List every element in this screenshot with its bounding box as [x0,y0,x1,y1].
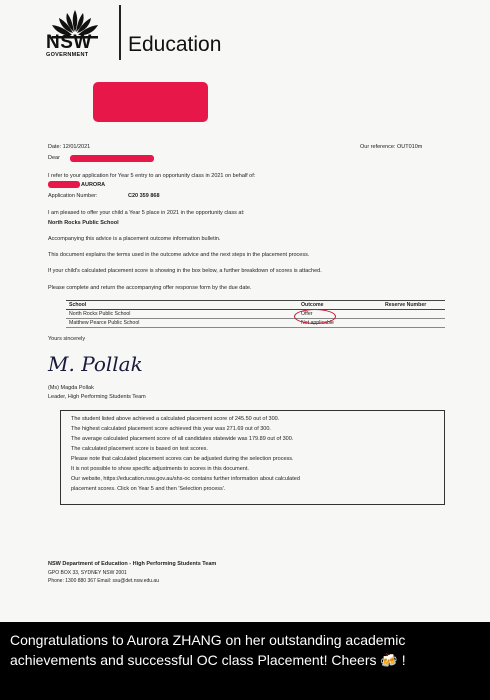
row-reserve [382,319,445,328]
signer-name: (Ms) Magda Pollak [48,385,94,391]
offered-school: North Rocks Public School [48,220,119,226]
redacted-surname [48,181,80,188]
row-reserve [382,310,445,319]
department-name: Education [128,33,222,56]
offer-text: I am pleased to offer your child a Year 5 place in 2021 in the opportunity class at: [48,210,245,216]
logo-government-text: GOVERNMENT [46,52,89,58]
post-caption: Congratulations to Aurora ZHANG on her outstanding academic achievements and successful OC class Placement! Cheers 🍻 ! [10,632,406,668]
logo-divider [119,5,121,60]
signer-title: Leader, High Performing Students Team [48,394,146,400]
application-number: C20 359 868 [128,193,160,199]
score-line: The highest calculated placement score achieved this year was 271.69 out of 300. [71,426,271,432]
row-outcome: Offer [298,310,382,319]
redacted-recipient [70,155,154,162]
row-school: North Rocks Public School [66,310,298,319]
closing: Yours sincerely [48,336,86,342]
row-school: Matthew Pearce Public School [66,319,298,328]
footer-contact: Phone: 1300 880 367 Email: ssu@det.nsw.edu.au [48,578,159,584]
score-line: It is not possible to show specific adjustments to scores in this document. [71,466,249,472]
footer-address: GPO BOX 33, SYDNEY NSW 2001 [48,570,127,576]
score-line: placement scores. Click on Year 5 and then 'Selection process'. [71,486,226,492]
score-line: The student listed above achieved a calculated placement score of 245.50 out of 300. [71,416,280,422]
header-school: School [66,301,298,310]
letter-reference: Our reference: OUT010m [360,144,423,150]
outcome-table [66,300,445,328]
logo-nsw-text: NSW [46,32,92,53]
student-name: AURORA [81,182,106,188]
header-reserve-number: Reserve Number [382,301,445,310]
letter-intro: I refer to your application for Year 5 entry to an opportunity class in 2021 on behalf of: [48,173,256,179]
paragraph-bulletin: Accompanying this advice is a placement outcome information bulletin. [48,236,221,242]
score-line: The calculated placement score is based on test scores. [71,446,208,452]
application-number-label: Application Number: [48,193,98,199]
offer-circle-mark [294,309,336,324]
signature: M. Pollak [48,352,143,376]
letter-salutation: Dear [48,155,60,161]
letter-date: Date: 12/01/2021 [48,144,91,150]
score-line: Our website, https://education.nsw.gov.au/shs-oc contains further information about calculated [71,476,300,482]
paragraph-response: Please complete and return the accompanying offer response form by the due date. [48,285,252,291]
paragraph-score: If your child's calculated placement score is showing in the box below, a further breakdown of scores is attached. [48,268,322,274]
table-row [66,319,445,328]
table-row [66,310,445,319]
score-line: The average calculated placement score of all candidates statewide was 179.89 out of 300. [71,436,294,442]
header-outcome: Outcome [298,301,382,310]
paragraph-terms: This document explains the terms used in the outcome advice and the next steps in the placement process. [48,252,310,258]
footer-org: NSW Department of Education - High Performing Students Team [48,561,217,567]
score-line: Please note that calculated placement scores can be adjusted during the selection process. [71,456,294,462]
score-box [60,410,445,505]
redacted-address [93,82,208,122]
table-header-row [66,301,445,310]
row-outcome: Not applicable [298,319,382,328]
